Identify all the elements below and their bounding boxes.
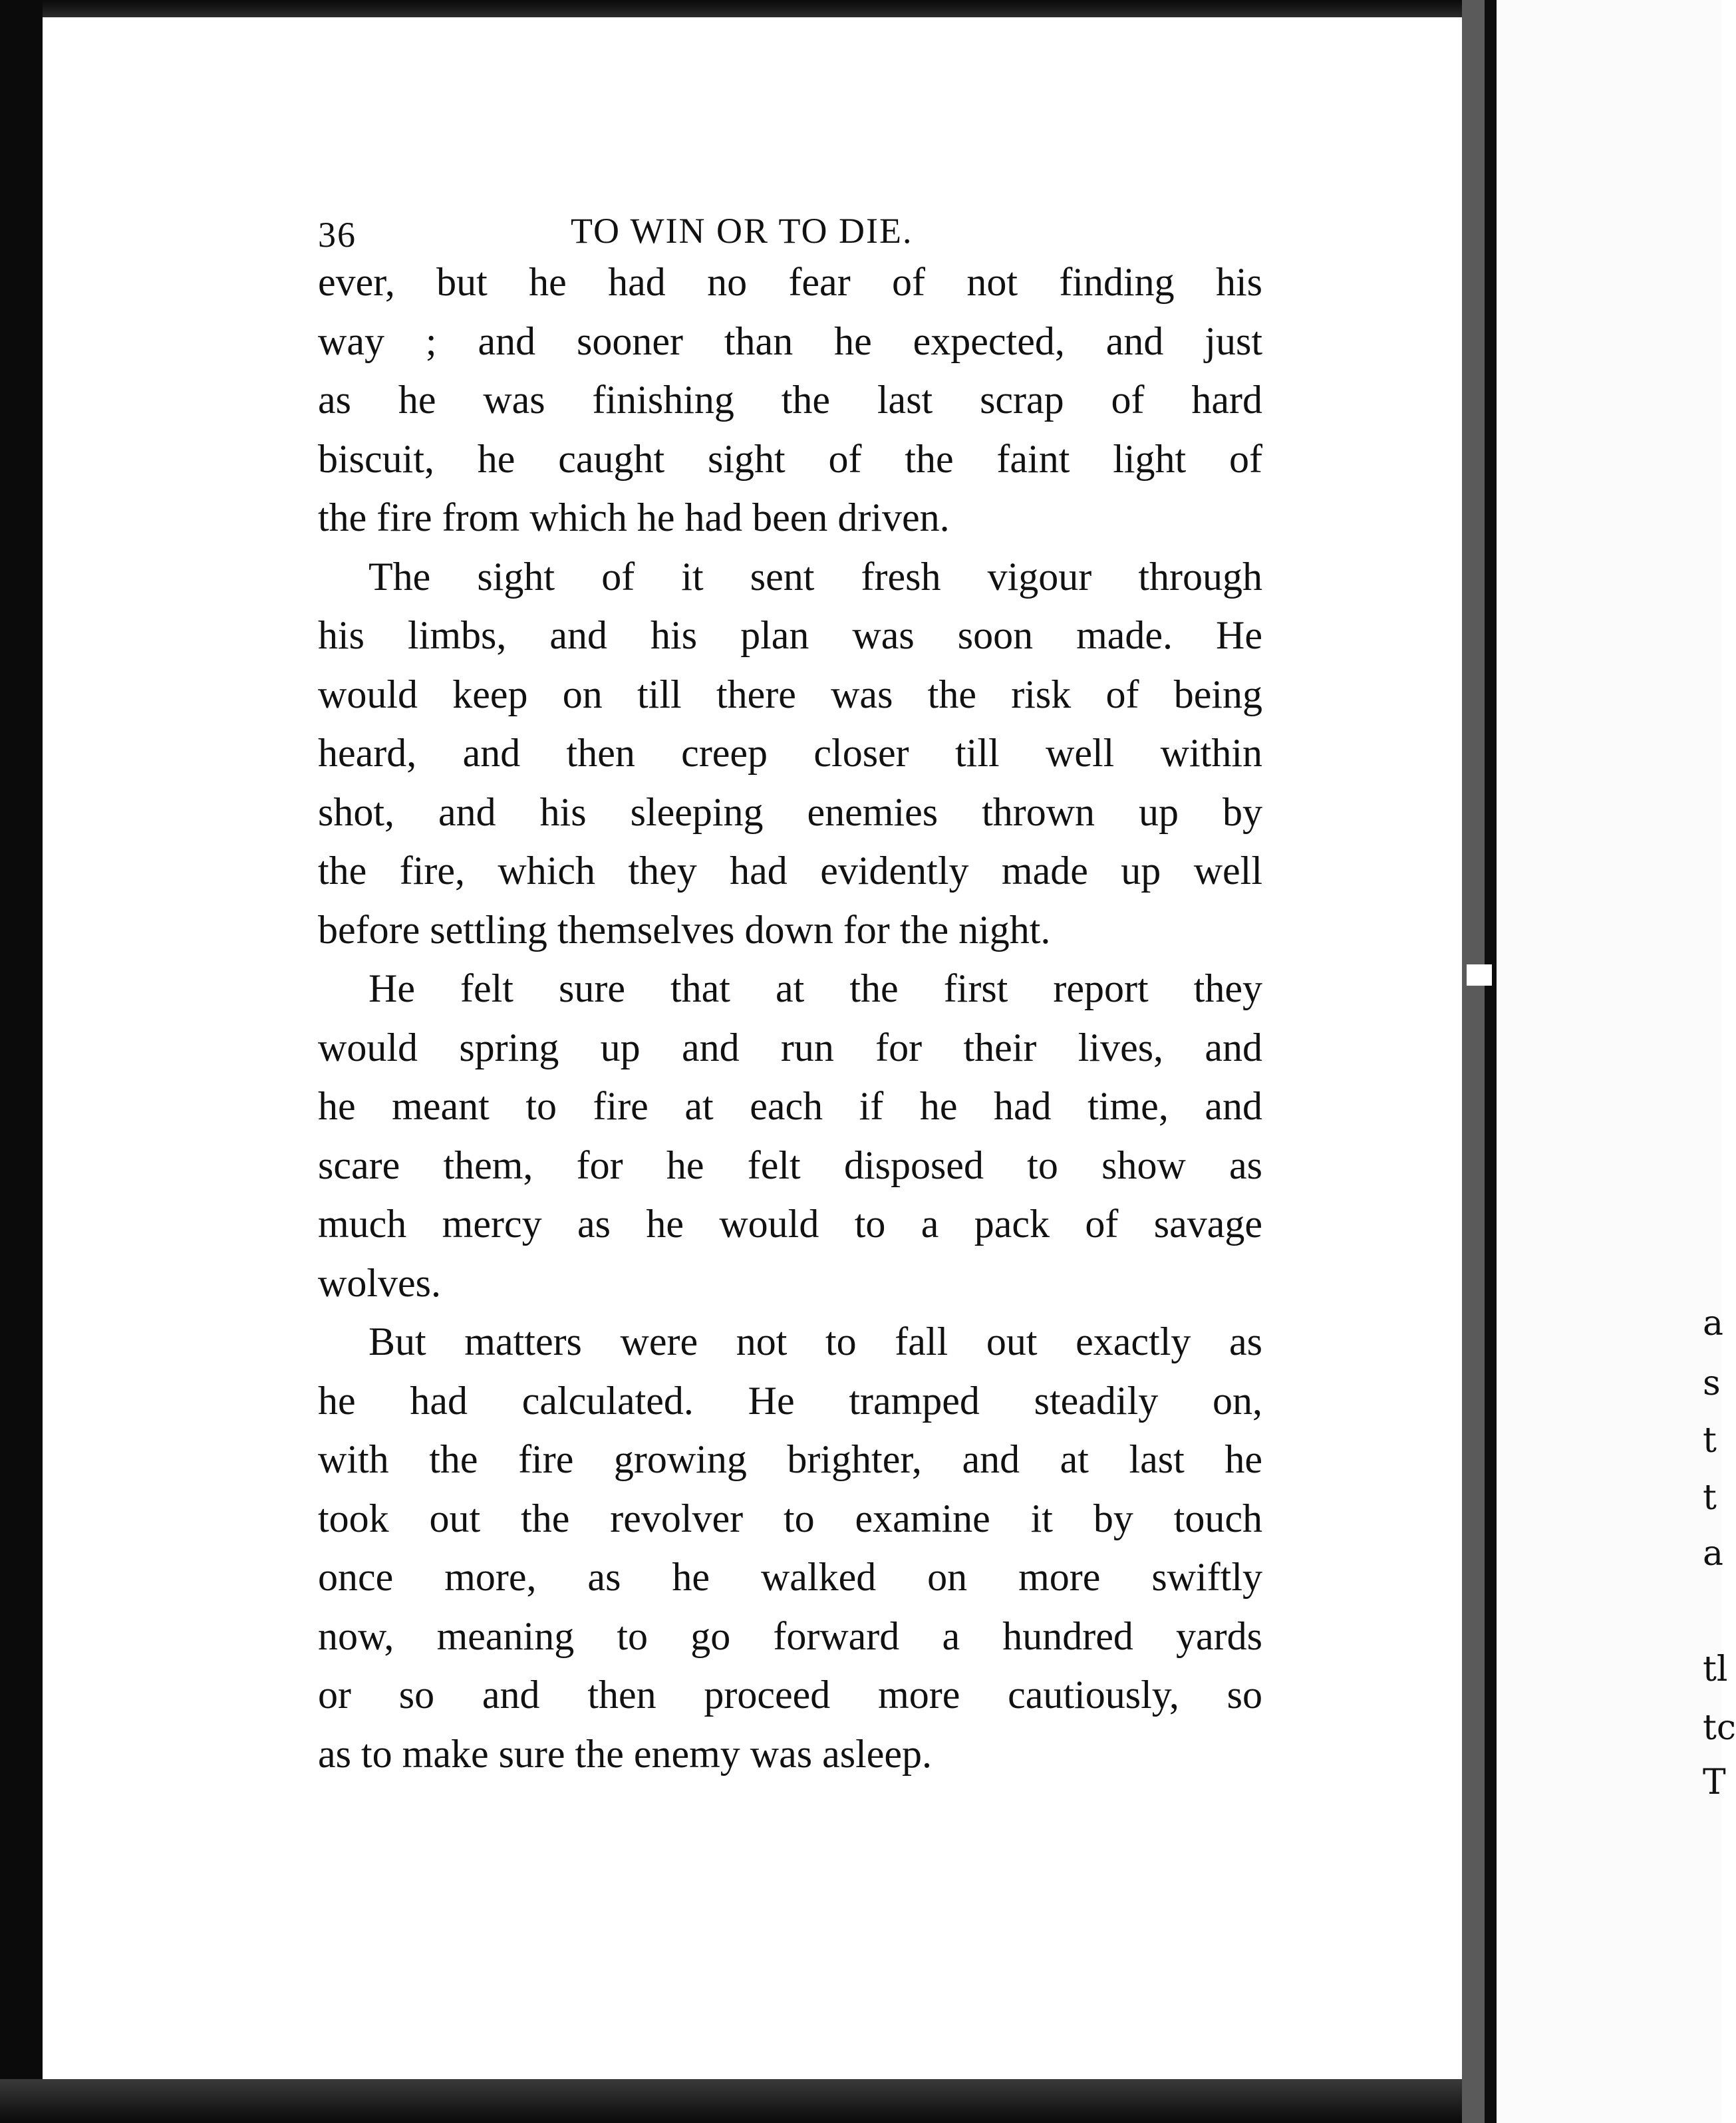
page-number: 36 bbox=[318, 215, 357, 255]
paragraph bbox=[318, 1312, 1262, 1783]
running-title: TO WIN OR TO DIE. bbox=[571, 211, 913, 251]
text-line: He felt sure that at the first report they bbox=[368, 966, 1262, 1010]
facing-page-letter: a bbox=[1703, 1304, 1724, 1344]
text-line: The sight of it sent fresh vigour through bbox=[368, 554, 1262, 599]
gutter-notch bbox=[1467, 964, 1492, 986]
text-line: shot, and his sleeping enemies thrown up by bbox=[318, 789, 1262, 834]
text-line: wolves. bbox=[318, 1260, 441, 1305]
text-line: scare them, for he felt disposed to show as bbox=[318, 1143, 1262, 1187]
gutter-edge bbox=[1485, 0, 1497, 2123]
book-page bbox=[318, 200, 1262, 1783]
facing-page-letter: tl bbox=[1703, 1649, 1728, 1689]
text-line: But matters were not to fall out exactly as bbox=[368, 1320, 1262, 1363]
paragraph bbox=[318, 959, 1262, 1312]
facing-page bbox=[1497, 0, 1724, 2123]
scan-border-left bbox=[0, 0, 43, 2123]
text-line: would keep on till there was the risk of being bbox=[318, 672, 1262, 716]
facing-page-letter: s bbox=[1703, 1363, 1721, 1403]
facing-page-letter: t bbox=[1703, 1421, 1717, 1461]
text-line: took out the revolver to examine it by touch bbox=[318, 1496, 1262, 1540]
facing-page-letter: T bbox=[1703, 1763, 1726, 1802]
text-line: the fire, which they had evidently made up well bbox=[318, 849, 1262, 893]
text-line: much mercy as he would to a pack of savage bbox=[318, 1202, 1262, 1246]
text-line: or so and then proceed more cautiously, so bbox=[318, 1673, 1262, 1717]
paragraph bbox=[318, 253, 1262, 547]
text-line: now, meaning to go forward a hundred yards bbox=[318, 1614, 1262, 1658]
body-text bbox=[318, 253, 1262, 1783]
text-line: the fire from which he had been driven. bbox=[318, 495, 950, 539]
text-line: as he was finishing the last scrap of hard bbox=[318, 378, 1262, 422]
text-line: biscuit, he caught sight of the faint light of bbox=[318, 436, 1262, 481]
facing-page-letter: a bbox=[1703, 1534, 1724, 1574]
paragraph bbox=[318, 547, 1262, 960]
text-line: way ; and sooner than he expected, and just bbox=[318, 319, 1262, 363]
running-head bbox=[318, 200, 1262, 253]
text-line: would spring up and run for their lives, and bbox=[318, 1025, 1262, 1069]
text-line: ever, but he had no fear of not finding his bbox=[318, 260, 1262, 304]
text-line: once more, as he walked on more swiftly bbox=[318, 1555, 1262, 1599]
text-line: his limbs, and his plan was soon made. He bbox=[318, 613, 1262, 657]
text-line: heard, and then creep closer till well within bbox=[318, 731, 1262, 775]
text-line: with the fire growing brighter, and at last he bbox=[318, 1437, 1262, 1481]
facing-page-letter: t bbox=[1703, 1478, 1717, 1518]
text-line: he had calculated. He tramped steadily on, bbox=[318, 1378, 1262, 1423]
text-line: before settling themselves down for the night. bbox=[318, 907, 1051, 952]
text-line: as to make sure the enemy was asleep. bbox=[318, 1731, 932, 1776]
facing-page-letter: tc bbox=[1703, 1708, 1736, 1748]
text-line: he meant to fire at each if he had time, and bbox=[318, 1084, 1262, 1128]
